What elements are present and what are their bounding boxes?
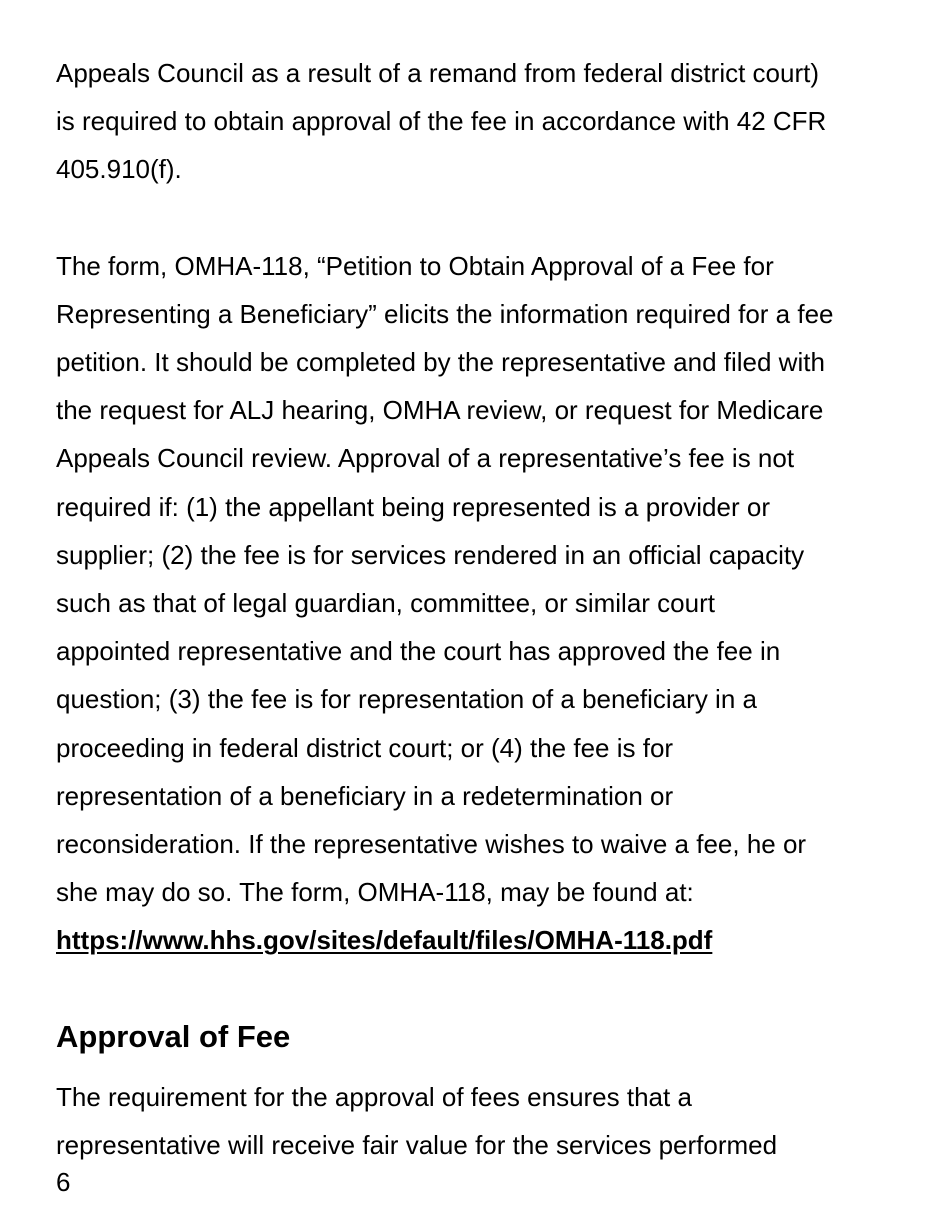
- paragraph-approval-of-fee: The requirement for the approval of fees ensures that a representative will receive fair value for the services performed: [56, 1082, 778, 1161]
- paragraph-omha-118-form: The form, OMHA-118, “Petition to Obtain Approval of a Fee for Representing a Beneficiary” elicits the information required for a fee petition. It should be completed by the representative and filed with the request for ALJ hearing, OMHA review, or request for Medicare Appeals Council review. Approval of a representative’s fee is not required if: (1) the appellant being represented is a provider or supplier; (2) the fee is for services rendered in an official capacity such as that of legal guardian, committee, or similar court appointed representative and the court has approved the fee in question; (3) the fee is for representation of a beneficiary in a proceeding in federal district court; or (4) the fee is for representation of a beneficiary in a redetermination or reconsideration. If the representative wishes to waive a fee, he or she may do so. The form, OMHA-118, may be found at:: [56, 250, 834, 908]
- omha-118-pdf-link[interactable]: https://www.hhs.gov/sites/default/files/OMHA-118.pdf: [56, 925, 713, 956]
- page-number: 6: [56, 1167, 71, 1197]
- section-heading-approval-of-fee: Approval of Fee: [56, 1019, 291, 1054]
- paragraph-spacer: [56, 194, 916, 242]
- document-body: [56, 49, 916, 965]
- paragraph-remand-continuation: Appeals Council as a result of a remand from federal district court) is required to obtain approval of the fee in accordance with 42 CFR 405.910(f).: [56, 58, 827, 185]
